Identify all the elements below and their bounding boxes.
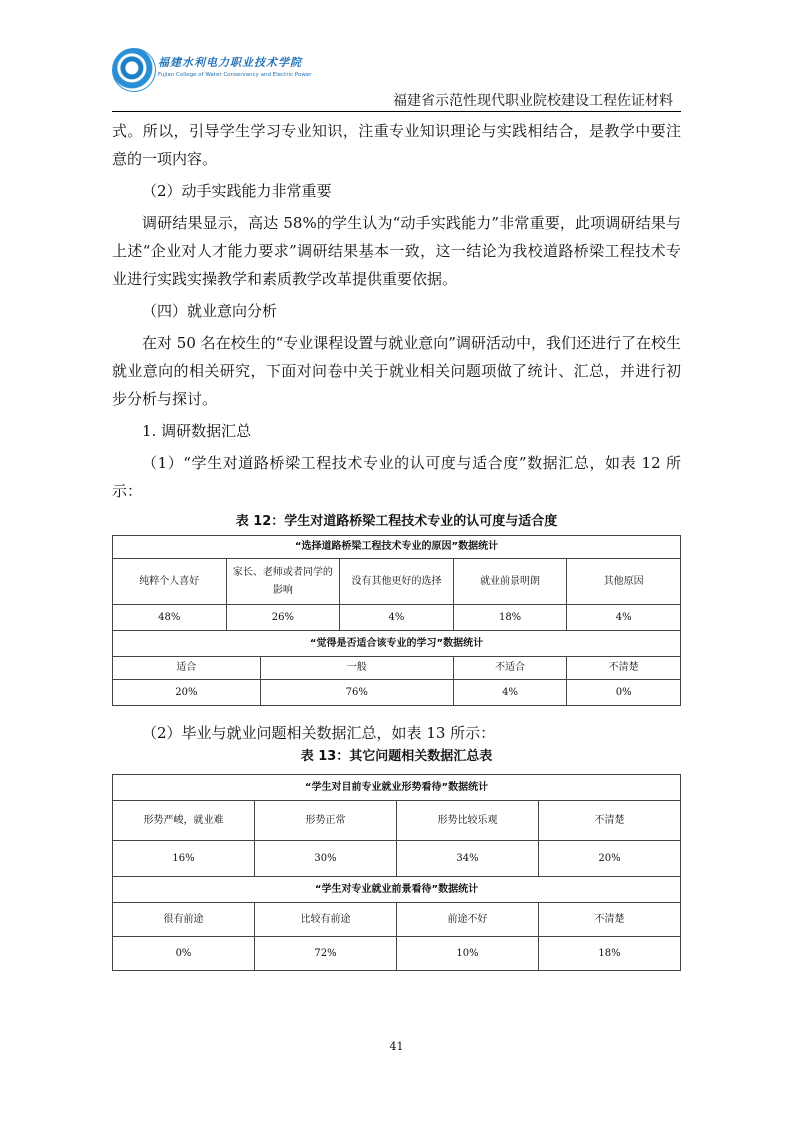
table-header-cell: 不清楚 bbox=[539, 801, 681, 841]
table13-section2-title: “学生对专业就业前景看待”数据统计 bbox=[113, 877, 681, 903]
table12-caption: 表 12：学生对道路桥梁工程技术专业的认可度与适合度 bbox=[235, 514, 558, 529]
table-value-cell: 20% bbox=[113, 680, 261, 706]
table12-section2-title: “觉得是否适合该专业的学习”数据统计 bbox=[113, 631, 681, 657]
table-13 bbox=[112, 774, 681, 971]
table12-section1-title: “选择道路桥梁工程技术专业的原因”数据统计 bbox=[113, 536, 681, 559]
table-header-cell: 就业前景明朗 bbox=[453, 559, 567, 605]
table-value-cell: 48% bbox=[113, 605, 227, 631]
table-header-cell: 不适合 bbox=[453, 657, 567, 680]
table-value-cell: 4% bbox=[340, 605, 454, 631]
paragraph-table12-intro: （1）“学生对道路桥梁工程技术专业的认可度与适合度”数据汇总，如表 12 所示： bbox=[112, 454, 681, 500]
table-value-cell: 20% bbox=[539, 841, 681, 877]
subheading-data-summary: 1. 调研数据汇总 bbox=[142, 422, 252, 440]
table13-section1-title: “学生对目前专业就业形势看待”数据统计 bbox=[113, 775, 681, 801]
table-header-cell: 纯粹个人喜好 bbox=[113, 559, 227, 605]
table-header-cell: 形势比较乐观 bbox=[397, 801, 539, 841]
header-title: 福建省示范性现代职业院校建设工程佐证材料 bbox=[393, 93, 673, 109]
table-header-cell: 其他原因 bbox=[567, 559, 681, 605]
table-header-cell: 很有前途 bbox=[113, 903, 255, 937]
table-header-cell: 前途不好 bbox=[397, 903, 539, 937]
table-value-cell: 16% bbox=[113, 841, 255, 877]
table-value-cell: 72% bbox=[255, 937, 397, 971]
table-value-cell: 76% bbox=[260, 680, 453, 706]
table-value-cell: 10% bbox=[397, 937, 539, 971]
paragraph-table13-intro: （2）毕业与就业问题相关数据汇总，如表 13 所示： bbox=[142, 724, 496, 742]
college-logo bbox=[112, 48, 312, 92]
table-value-cell: 18% bbox=[539, 937, 681, 971]
table-value-cell: 4% bbox=[567, 605, 681, 631]
table-value-cell: 30% bbox=[255, 841, 397, 877]
page-content bbox=[112, 117, 681, 971]
table-value-cell: 4% bbox=[453, 680, 567, 706]
logo-english-name: Fujian College of Water Conservancy and Electric Power bbox=[158, 72, 312, 78]
section-heading-employment: （四）就业意向分析 bbox=[142, 302, 278, 320]
header-divider bbox=[112, 111, 681, 112]
table-header-cell: 比较有前途 bbox=[255, 903, 397, 937]
page-number: 41 bbox=[389, 1040, 404, 1053]
table13-caption: 表 13：其它问题相关数据汇总表 bbox=[300, 749, 493, 764]
paragraph-employment-intro: 在对 50 名在校生的“专业课程设置与就业意向”调研活动中，我们还进行了在校生就业意向的相关研究，下面对问卷中关于就业相关问题项做了统计、汇总，并进行初步分析与探讨。 bbox=[112, 334, 681, 408]
table-value-cell: 18% bbox=[453, 605, 567, 631]
table-header-cell: 没有其他更好的选择 bbox=[340, 559, 454, 605]
table-value-cell: 0% bbox=[567, 680, 681, 706]
table-value-cell: 26% bbox=[226, 605, 340, 631]
table-header-cell: 形势严峻，就业难 bbox=[113, 801, 255, 841]
table-header-cell: 不清楚 bbox=[539, 903, 681, 937]
table-header-cell: 适合 bbox=[113, 657, 261, 680]
logo-chinese-name: 福建水利电力职业技术学院 bbox=[158, 56, 302, 69]
table-header-cell: 形势正常 bbox=[255, 801, 397, 841]
logo-emblem-icon bbox=[112, 48, 156, 92]
paragraph-1: 式。所以，引导学生学习专业知识，注重专业知识理论与实践相结合，是教学中要注意的一项内容。 bbox=[112, 122, 681, 168]
subheading-practice: （2）动手实践能力非常重要 bbox=[142, 182, 332, 200]
table-value-cell: 34% bbox=[397, 841, 539, 877]
table-header-cell: 不清楚 bbox=[567, 657, 681, 680]
table-header-cell: 家长、老师或者同学的影响 bbox=[226, 559, 340, 605]
table-value-cell: 0% bbox=[113, 937, 255, 971]
table-12 bbox=[112, 535, 681, 706]
paragraph-survey-result: 调研结果显示，高达 58%的学生认为“动手实践能力”非常重要，此项调研结果与上述“企业对人才能力要求”调研结果基本一致，这一结论为我校道路桥梁工程技术专业进行实践实操教学和素质教学改革提供重要依据。 bbox=[112, 214, 681, 288]
table-header-cell: 一般 bbox=[260, 657, 453, 680]
